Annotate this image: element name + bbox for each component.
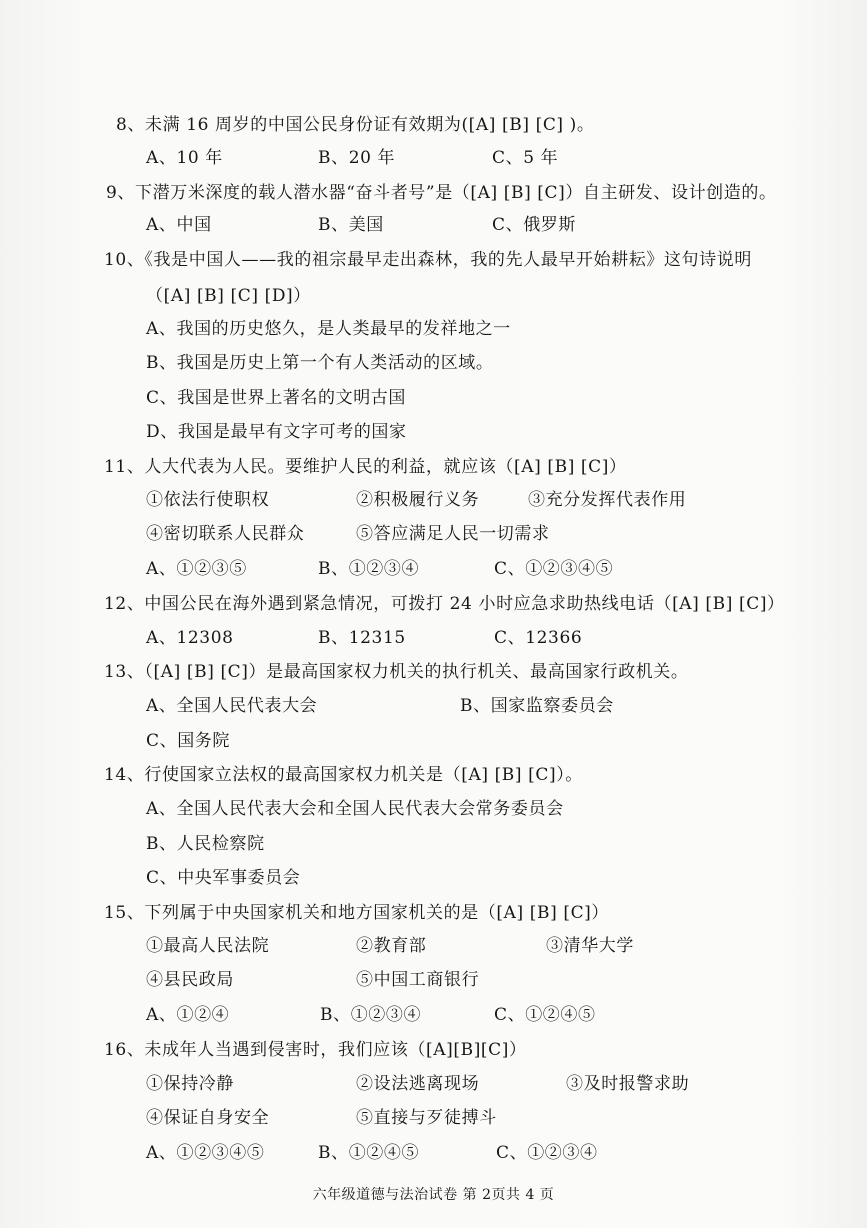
question-9-stem: 9、下潜万米深度的载人潜水器“奋斗者号”是（[A] [B] [C]）自主研发、设计创造的。 xyxy=(106,183,777,203)
question-11-option-c: C、①②③④⑤ xyxy=(494,559,614,579)
question-12-option-c: C、12366 xyxy=(494,628,583,648)
question-16-item-1: ①保持冷静 xyxy=(146,1074,234,1094)
question-11-item-3: ③充分发挥代表作用 xyxy=(528,490,687,510)
page-footer: 六年级道德与法治试卷 第 2页共 4 页 xyxy=(312,1187,555,1203)
question-8-option-a: A、10 年 xyxy=(146,148,223,168)
question-15-item-1: ①最高人民法院 xyxy=(146,936,270,956)
question-10-stem: 10、《我是中国人——我的祖宗最早走出森林，我的先人最早开始耕耘》这句诗说明 xyxy=(104,250,752,270)
question-14-stem: 14、行使国家立法权的最高国家权力机关是（[A] [B] [C]）。 xyxy=(104,765,583,785)
question-8-option-b: B、20 年 xyxy=(318,148,396,168)
question-11-item-5: ⑤答应满足人民一切需求 xyxy=(356,524,550,544)
question-15-option-c: C、①②④⑤ xyxy=(494,1005,596,1025)
question-11-stem: 11、人大代表为人民。要维护人民的利益，就应该（[A] [B] [C]） xyxy=(104,457,627,477)
question-16-option-a: A、①②③④⑤ xyxy=(146,1143,265,1163)
question-16-option-c: C、①②③④ xyxy=(496,1143,598,1163)
question-15-option-b: B、①②③④ xyxy=(320,1005,422,1025)
question-10-stem-cont: （[A] [B] [C] [D]） xyxy=(146,286,311,306)
question-15-item-3: ③清华大学 xyxy=(546,936,634,956)
question-9-option-a: A、中国 xyxy=(146,215,212,235)
question-8-option-c: C、5 年 xyxy=(492,148,559,168)
question-12-option-a: A、12308 xyxy=(146,628,234,648)
question-16-item-3: ③及时报警求助 xyxy=(566,1074,690,1094)
question-15-item-5: ⑤中国工商银行 xyxy=(356,970,480,990)
question-10-option-a: A、我国的历史悠久，是人类最早的发祥地之一 xyxy=(146,319,511,339)
question-11-item-1: ①依法行使职权 xyxy=(146,490,270,510)
question-8-stem: 8、未满 16 周岁的中国公民身份证有效期为([A] [B] [C] )。 xyxy=(116,115,595,135)
question-15-option-a: A、①②④ xyxy=(146,1005,230,1025)
question-16-stem: 16、未成年人当遇到侵害时，我们应该（[A][B][C]） xyxy=(104,1040,527,1060)
question-14-option-c: C、中央军事委员会 xyxy=(146,868,301,888)
question-13-option-c: C、国务院 xyxy=(146,731,231,751)
question-12-option-b: B、12315 xyxy=(318,628,406,648)
question-9-option-b: B、美国 xyxy=(318,215,384,235)
question-10-option-d: D、我国是最早有文字可考的国家 xyxy=(146,422,407,442)
question-15-stem: 15、下列属于中央国家机关和地方国家机关的是（[A] [B] [C]） xyxy=(104,903,610,923)
question-14-option-b: B、人民检察院 xyxy=(146,834,265,854)
question-10-option-c: C、我国是世界上著名的文明古国 xyxy=(146,388,407,408)
question-13-stem: 13、（[A] [B] [C]）是最高国家权力机关的执行机关、最高国家行政机关。 xyxy=(104,662,689,682)
question-16-item-2: ②设法逃离现场 xyxy=(356,1074,480,1094)
question-11-item-2: ②积极履行义务 xyxy=(356,490,480,510)
question-10-option-b: B、我国是历史上第一个有人类活动的区域。 xyxy=(146,353,494,373)
question-13-option-a: A、全国人民代表大会 xyxy=(146,696,318,716)
question-9-option-c: C、俄罗斯 xyxy=(492,215,577,235)
question-11-option-b: B、①②③④ xyxy=(318,559,420,579)
question-16-option-b: B、①②④⑤ xyxy=(318,1143,420,1163)
question-15-item-4: ④县民政局 xyxy=(146,970,234,990)
question-14-option-a: A、全国人民代表大会和全国人民代表大会常务委员会 xyxy=(146,799,564,819)
question-16-item-4: ④保证自身安全 xyxy=(146,1108,270,1128)
question-11-item-4: ④密切联系人民群众 xyxy=(146,524,305,544)
question-15-item-2: ②教育部 xyxy=(356,936,427,956)
question-11-option-a: A、①②③⑤ xyxy=(146,559,247,579)
question-16-item-5: ⑤直接与歹徒搏斗 xyxy=(356,1108,497,1128)
question-13-option-b: B、国家监察委员会 xyxy=(460,696,614,716)
question-12-stem: 12、中国公民在海外遇到紧急情况，可拨打 24 小时应急求助热线电话（[A] [B] [C]） xyxy=(104,594,785,614)
